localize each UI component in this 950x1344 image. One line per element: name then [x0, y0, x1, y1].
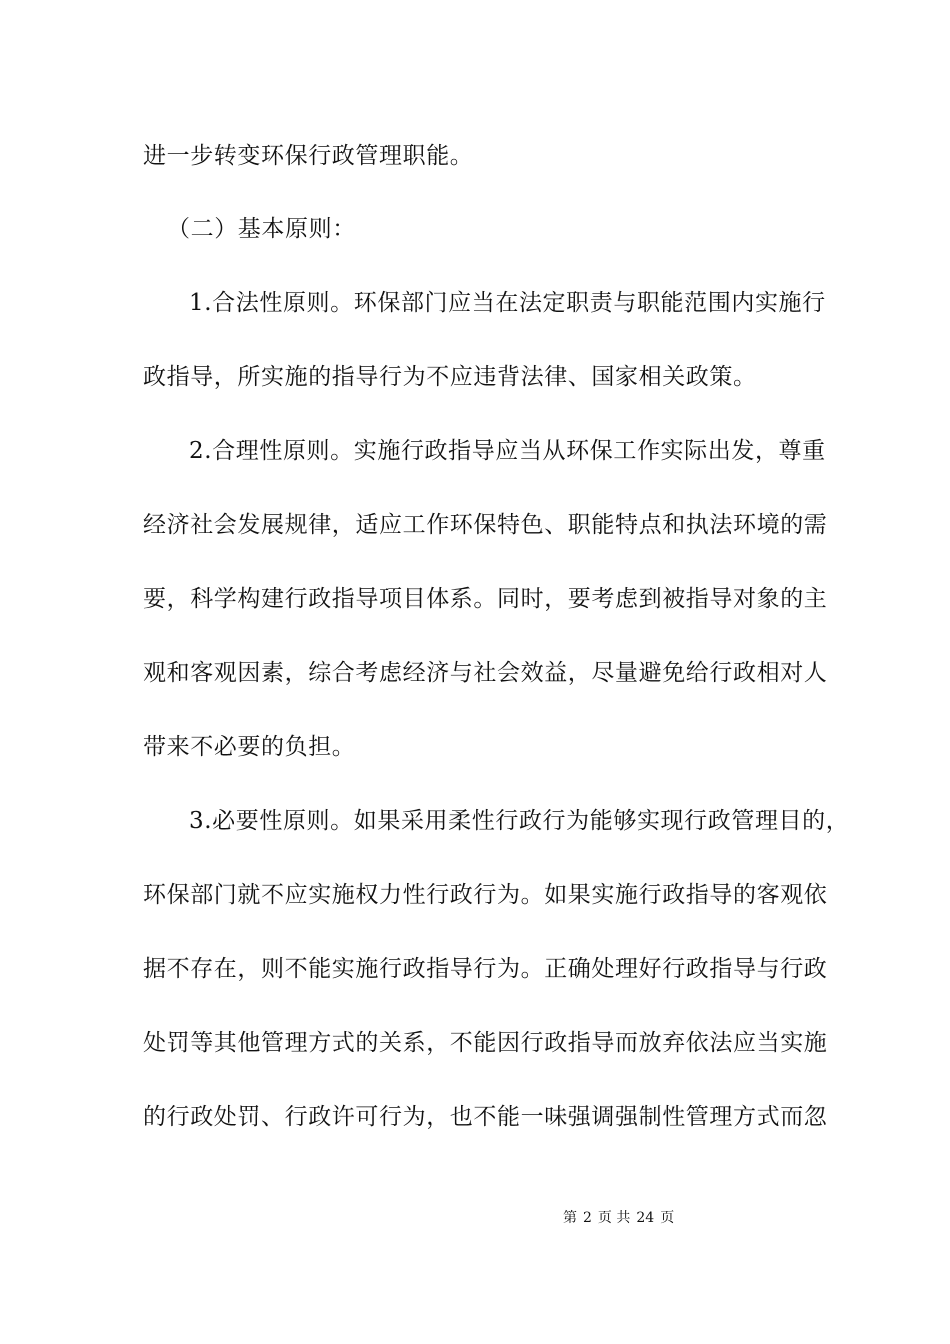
text-line: 3.必要性原则。如果采用柔性行政行为能够实现行政管理目的， [189, 808, 850, 834]
text-line: 的行政处罚、行政许可行为，也不能一味强调强制性管理方式而忽 [143, 1104, 828, 1130]
footer-prefix: 第 [563, 1210, 577, 1226]
text-line: 要，科学构建行政指导项目体系。同时，要考虑到被指导对象的主 [143, 586, 828, 612]
text-line: 据不存在，则不能实施行政指导行为。正确处理好行政指导与行政 [143, 956, 828, 982]
text-line: 带来不必要的负担。 [143, 734, 356, 760]
section-heading: （二）基本原则： [167, 216, 356, 242]
text-line: 观和客观因素，综合考虑经济与社会效益，尽量避免给行政相对人 [143, 660, 828, 686]
text-line: 环保部门就不应实施权力性行政行为。如果实施行政指导的客观依 [143, 882, 828, 908]
text-line: 1.合法性原则。环保部门应当在法定职责与职能范围内实施行 [189, 290, 826, 316]
text-line: 进一步转变环保行政管理职能。 [143, 143, 474, 169]
footer-total-pages: 24 [636, 1210, 655, 1226]
footer-suffix: 页 [660, 1210, 675, 1226]
text-line: 经济社会发展规律，适应工作环保特色、职能特点和执法环境的需 [143, 512, 828, 538]
text-line: 处罚等其他管理方式的关系，不能因行政指导而放弃依法应当实施 [143, 1030, 828, 1056]
text-line: 2.合理性原则。实施行政指导应当从环保工作实际出发，尊重 [189, 438, 826, 464]
footer-middle: 页 共 [597, 1210, 631, 1226]
page-number [563, 1208, 680, 1228]
text-line: 政指导，所实施的指导行为不应违背法律、国家相关政策。 [143, 364, 757, 390]
footer-current-page: 2 [583, 1210, 592, 1226]
